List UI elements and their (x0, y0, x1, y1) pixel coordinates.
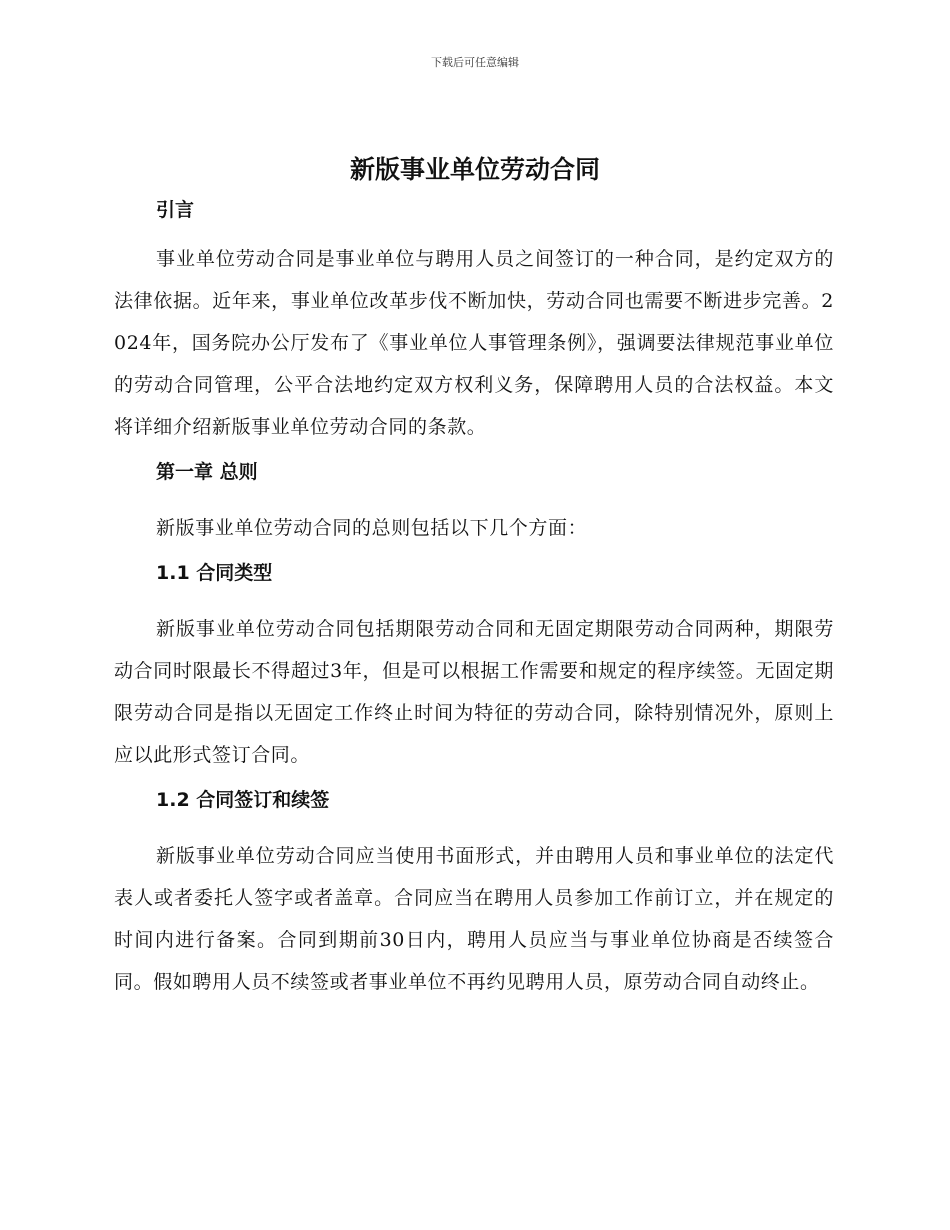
section-heading-1-1: 1.1 合同类型 (156, 562, 273, 584)
section-heading-chapter-1: 第一章 总则 (156, 461, 258, 483)
document-title: 新版事业单位劳动合同 (349, 155, 600, 184)
section-paragraph-1-2: 新版事业单位劳动合同应当使用书面形式，并由聘用人员和事业单位的法定代表人或者委托人签字或者盖章。合同应当在聘用人员参加工作前订立，并在规定的时间内进行备案。合同到期前30日内，聘用人员应当与事业单位协商是否续签合同。假如聘用人员不续签或者事业单位不再约见聘用人员，原劳动合同自动终止。 (114, 845, 834, 993)
section-heading-1-2: 1.2 合同签订和续签 (156, 789, 330, 811)
document-body (114, 195, 834, 1012)
page-header-note: 下载后可任意编辑 (431, 56, 519, 69)
section-paragraph-1-1: 新版事业单位劳动合同包括期限劳动合同和无固定期限劳动合同两种，期限劳动合同时限最长不得超过3年，但是可以根据工作需要和规定的程序续签。无固定期限劳动合同是指以无固定工作终止时间为特征的劳动合同，除特别情况外，原则上应以此形式签订合同。 (114, 618, 834, 766)
section-paragraph-intro: 事业单位劳动合同是事业单位与聘用人员之间签订的一种合同，是约定双方的法律依据。近年来，事业单位改革步伐不断加快，劳动合同也需要不断进步完善。2024年，国务院办公厅发布了《事业单位人事管理条例》，强调要法律规范事业单位的劳动合同管理，公平合法地约定双方权利义务，保障聘用人员的合法权益。本文将详细介绍新版事业单位劳动合同的条款。 (114, 248, 834, 438)
section-paragraph-chapter-1: 新版事业单位劳动合同的总则包括以下几个方面： (156, 517, 588, 539)
section-heading-intro: 引言 (156, 199, 195, 221)
